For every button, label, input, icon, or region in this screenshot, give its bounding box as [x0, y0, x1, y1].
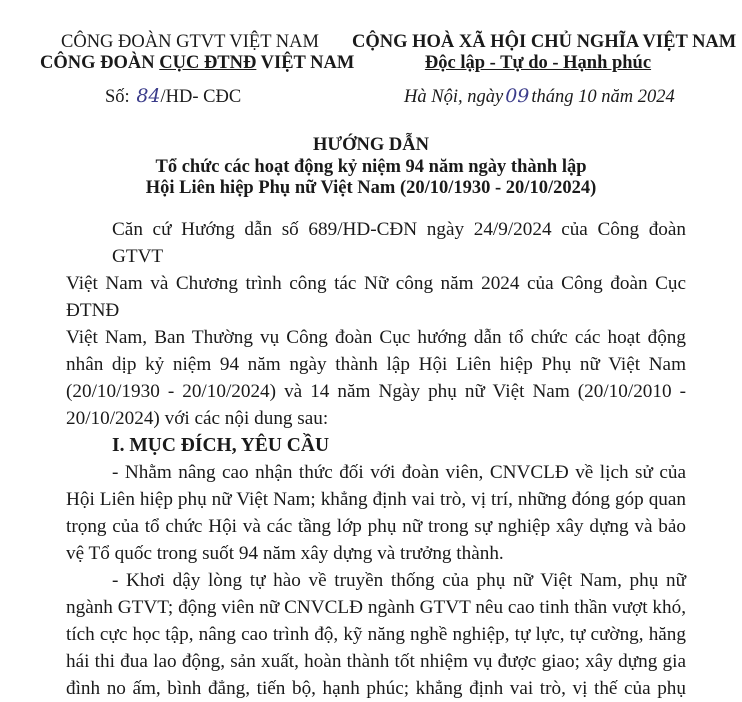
document-body [66, 216, 686, 702]
para1-line: trọng của tổ chức Hội và các tầng lớp phụ nữ trong sự nghiệp xây dựng và bảo [66, 516, 686, 537]
org-parent: CÔNG ĐOÀN GTVT VIỆT NAM [61, 32, 319, 52]
title-line-1: Tổ chức các hoạt động kỷ niệm 94 năm ngày thành lập [155, 157, 587, 177]
motto [352, 52, 724, 74]
place-date [404, 85, 675, 108]
para1-line: - Nhằm nâng cao nhận thức đối với đoàn viên, CNVCLĐ về lịch sử của [112, 462, 686, 483]
para2-line: tích cực học tập, nâng cao trình độ, kỹ năng nghề nghiệp, tự lực, tự cường, hăng [66, 624, 686, 645]
intro-line: Việt Nam và Chương trình công tác Nữ công năm 2024 của Công đoàn Cục ĐTNĐ [66, 273, 686, 321]
intro-line: 20/10/2024) với các nội dung sau: [66, 408, 329, 429]
date-day-handwritten: 09 [505, 85, 530, 107]
org-name-suffix: VIỆT NAM [256, 53, 355, 73]
org-name-underlined: CỤC ĐTNĐ [159, 53, 257, 73]
para2-line: đình no ấm, bình đẳng, tiến bộ, hạnh phúc; khẳng định vai trò, vị thế của phụ [66, 678, 686, 699]
org-name-prefix: CÔNG ĐOÀN [40, 53, 160, 73]
org-name [40, 52, 355, 74]
intro-line: Căn cứ Hướng dẫn số 689/HD-CĐN ngày 24/9/2024 của Công đoàn GTVT [112, 219, 686, 267]
document-type: HƯỚNG DẪN [313, 135, 429, 155]
number-handwritten: 84 [136, 85, 161, 107]
para2-line: ngành GTVT; động viên nữ CNVCLĐ ngành GTVT nêu cao tinh thần vượt khó, [66, 597, 686, 618]
document-number [105, 85, 241, 108]
number-suffix: /HD- CĐC [160, 87, 242, 107]
date-suffix: tháng 10 năm 2024 [531, 87, 675, 107]
motto-text: Độc lập - Tự do - Hạnh phúc [424, 53, 652, 73]
number-label: Số: [105, 87, 130, 107]
para1-line: vệ Tổ quốc trong suốt 94 năm xây dựng và trưởng thành. [66, 543, 504, 564]
country-name: CỘNG HOÀ XÃ HỘI CHỦ NGHĨA VIỆT NAM [352, 32, 737, 52]
date-prefix: Hà Nội, ngày [404, 87, 504, 107]
title-line-2: Hội Liên hiệp Phụ nữ Việt Nam (20/10/1930 - 20/10/2024) [145, 178, 597, 198]
section-heading: I. MỤC ĐÍCH, YÊU CẦU [112, 435, 330, 456]
intro-line: Việt Nam, Ban Thường vụ Công đoàn Cục hướng dẫn tổ chức các hoạt động [66, 327, 686, 348]
intro-line: nhân dịp kỷ niệm 94 năm ngày thành lập Hội Liên hiệp Phụ nữ Việt Nam [66, 354, 686, 375]
para1-line: Hội Liên hiệp phụ nữ Việt Nam; khẳng định vai trò, vị trí, những đóng góp quan [66, 489, 686, 510]
intro-line: (20/10/1930 - 20/10/2024) và 14 năm Ngày phụ nữ Việt Nam (20/10/2010 - [66, 381, 686, 402]
para2-line: - Khơi dậy lòng tự hào về truyền thống của phụ nữ Việt Nam, phụ nữ [112, 570, 686, 591]
para2-line: hái thi đua lao động, sản xuất, hoàn thành tốt nhiệm vụ được giao; xây dựng gia [66, 651, 686, 672]
